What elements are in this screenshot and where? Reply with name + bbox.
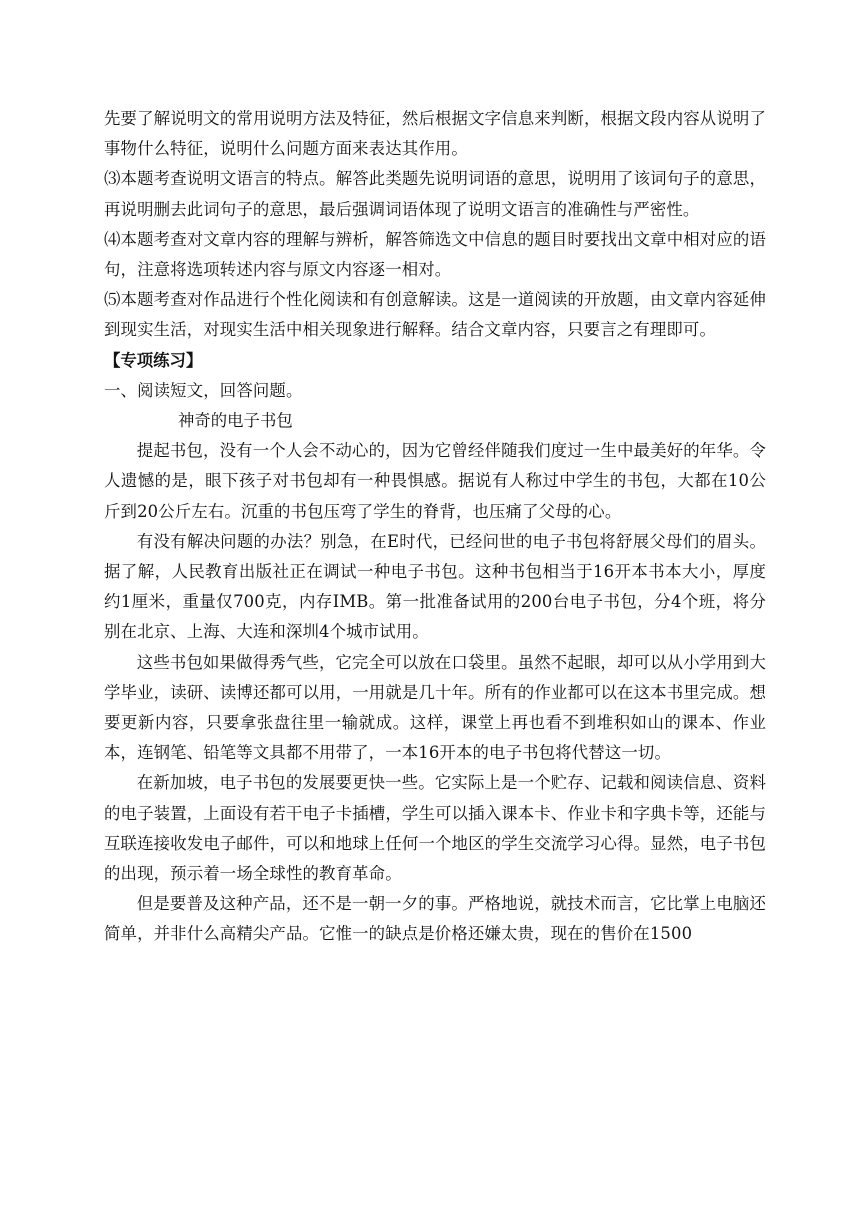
article-title: 神奇的电子书包 bbox=[178, 411, 293, 431]
article-paragraph-5: 但是要普及这种产品，还不是一朝一夕的事。严格地说，就技术而言，它比掌上电脑还简单，并非什么高精尖产品。它惟一的缺点是价格还嫌太贵，现在的售价在1500 bbox=[104, 894, 766, 944]
analysis-paragraph-5: ⑸本题考查对作品进行个性化阅读和有创意解读。这是一道阅读的开放题，由文章内容延伸到现实生活，对现实生活中相关现象进行解释。结合文章内容，只要言之有理即可。 bbox=[104, 290, 766, 340]
question-instruction: 一、阅读短文，回答问题。 bbox=[104, 380, 303, 400]
section-heading: 【专项练习】 bbox=[104, 350, 203, 370]
article-paragraph-1: 提起书包，没有一个人会不动心的，因为它曾经伴随我们度过一生中最美好的年华。令人遗憾的是，眼下孩子对书包却有一种畏惧感。据说有人称过中学生的书包，大都在10公斤到20公斤左右。沉重的书包压弯了学生的脊背，也压痛了父母的心。 bbox=[104, 441, 766, 521]
article-paragraph-2: 有没有解决问题的办法？别急，在E时代，已经问世的电子书包将舒展父母们的眉头。据了解，人民教育出版社正在调试一种电子书包。这种书包相当于16开本书本大小，厚度约1厘米，重量仅700克，内存IMB。第一批准备试用的200台电子书包，分4个班，将分别在北京、上海、大连和深圳4个城市试用。 bbox=[104, 531, 766, 642]
article-paragraph-3: 这些书包如果做得秀气些，它完全可以放在口袋里。虽然不起眼，却可以从小学用到大学毕业，读研、读博还都可以用，一用就是几十年。所有的作业都可以在这本书里完成。想要更新内容，只要拿张盘往里一输就成。这样，课堂上再也看不到堆积如山的课本、作业本，连钢笔、铅笔等文具都不用带了，一本16开本的电子书包将代替这一切。 bbox=[104, 652, 766, 763]
analysis-paragraph-2-continued: 先要了解说明文的常用说明方法及特征，然后根据文字信息来判断，根据文段内容从说明了事物什么特征，说明什么问题方面来表达其作用。 bbox=[104, 109, 766, 159]
analysis-paragraph-3: ⑶本题考查说明文语言的特点。解答此类题先说明词语的意思，说明用了该词句子的意思，再说明删去此词句子的意思，最后强调词语体现了说明文语言的准确性与严密性。 bbox=[104, 169, 766, 219]
analysis-paragraph-4: ⑷本题考查对文章内容的理解与辨析，解答筛选文中信息的题目时要找出文章中相对应的语句，注意将选项转述内容与原文内容逐一相对。 bbox=[104, 229, 766, 280]
document-page bbox=[104, 104, 766, 950]
article-paragraph-4: 在新加坡，电子书包的发展要更快一些。它实际上是一个贮存、记载和阅读信息、资料的电子装置，上面设有若干电子卡插槽，学生可以插入课本卡、作业卡和字典卡等，还能与互联连接收发电子邮件，可以和地球上任何一个地区的学生交流学习心得。显然，电子书包的出现，预示着一场全球性的教育革命。 bbox=[104, 773, 766, 884]
